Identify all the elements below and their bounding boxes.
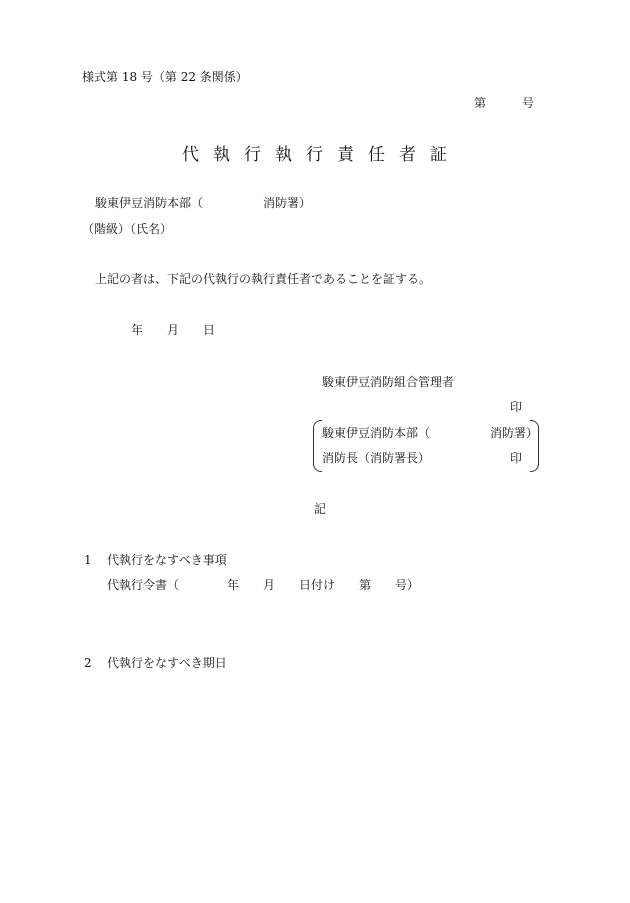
certification-statement: 上記の者は、下記の代執行の執行責任者であることを証する。 bbox=[95, 272, 432, 286]
holder-rank-name: （階級）（氏名） bbox=[82, 222, 173, 236]
chief-title: 消防長（消防署長） bbox=[322, 451, 431, 465]
document-title: 代執行執行責任者証 bbox=[182, 145, 461, 165]
item-number-2: 2 bbox=[84, 656, 92, 670]
item-number-1: 1 bbox=[84, 553, 92, 567]
holder-office: 駿東伊豆消防本部（ 消防署） bbox=[95, 196, 312, 210]
item-title-1: 代執行をなすべき事項 bbox=[107, 553, 227, 567]
left-bracket bbox=[313, 420, 322, 472]
seal-mark-manager: 印 bbox=[510, 400, 523, 414]
issuer-organization: 駿東伊豆消防組合管理者 bbox=[322, 375, 455, 389]
ki-heading: 記 bbox=[314, 502, 327, 516]
item-detail-1: 代執行令書（ 年 月 日付け 第 号） bbox=[107, 578, 420, 592]
issue-date-line: 年 月 日 bbox=[131, 323, 216, 337]
seal-mark-chief: 印 bbox=[510, 451, 523, 465]
chief-office: 駿東伊豆消防本部（ 消防署） bbox=[322, 426, 539, 440]
certificate-number-line: 第 号 bbox=[474, 96, 535, 110]
item-title-2: 代執行をなすべき期日 bbox=[107, 656, 227, 670]
form-number-label: 様式第 18 号（第 22 条関係） bbox=[82, 70, 248, 84]
